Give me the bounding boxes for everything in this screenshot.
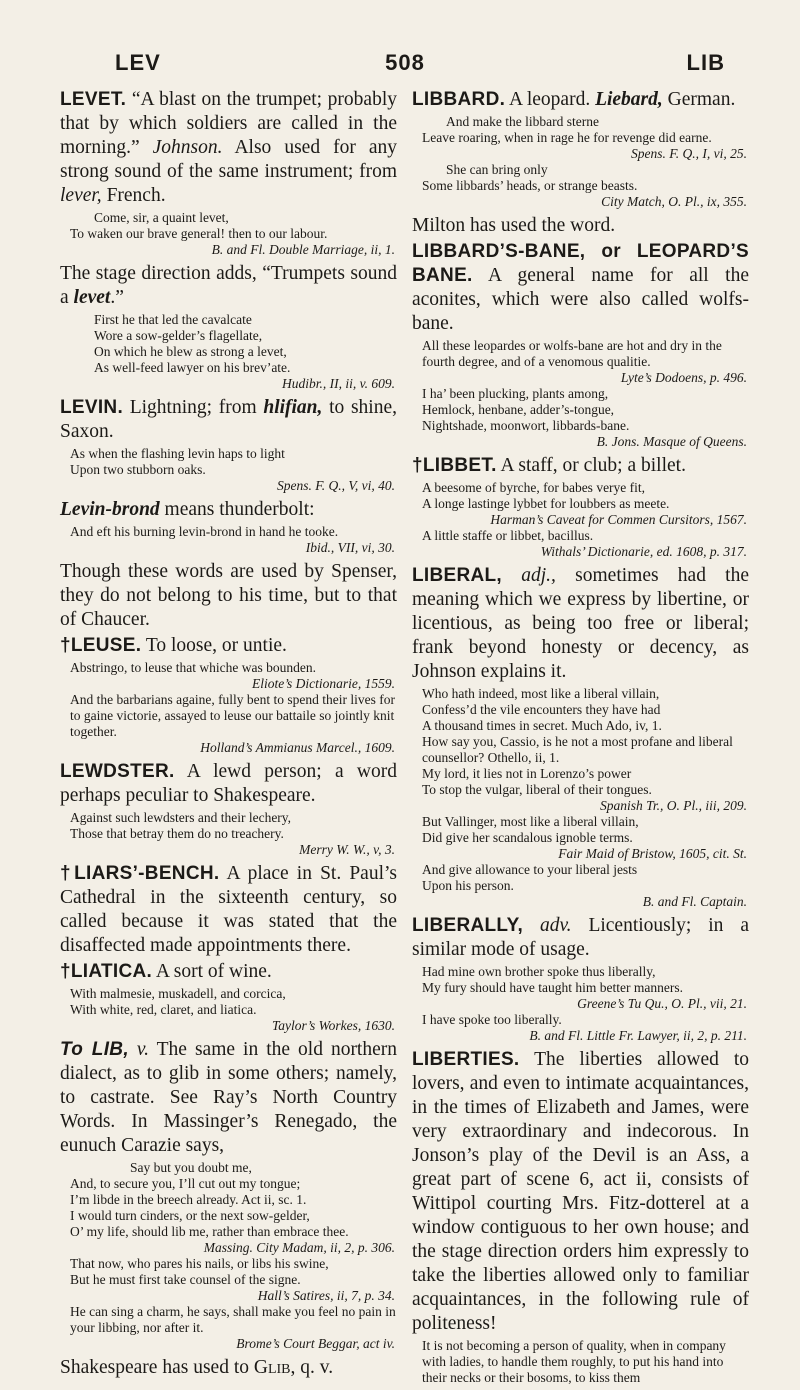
quote-line: And eft his burning levin-brond in hand he tooke.: [70, 524, 339, 539]
quote-line: My lord, it lies not in Lorenzo’s power: [422, 766, 632, 781]
headword: LEVIN.: [60, 397, 124, 418]
definition-text: A general name for all the aconites, which were also called wolfs-bane.: [412, 265, 749, 334]
definition-text: sometimes had the meaning which we express by libertine, or licentious, as being too free or liberal; frank beyond honesty or decency, as Johnson explains it.: [412, 565, 749, 682]
quotation: [422, 480, 749, 560]
cross-reference: Glib,: [253, 1357, 296, 1378]
quote-line: Wore a sow-gelder’s flagellate,: [94, 328, 263, 343]
definition-text: .”: [110, 287, 124, 308]
header-right-guide-word: LIB: [686, 50, 725, 75]
quote-line: I’m libde in the breech already. Act ii, sc. 1.: [70, 1192, 307, 1207]
entry-leuse: [60, 634, 397, 756]
quote-line: To waken our brave general! then to our labour.: [70, 226, 328, 241]
quote-line: And give allowance to your liberal jests: [422, 862, 638, 877]
quote-line: Nightshade, moonwort, libbards-bane.: [422, 418, 630, 433]
quotation: [70, 986, 397, 1034]
quote-line: With malmesie, muskadell, and corcica,: [70, 986, 286, 1001]
quote-source: Spanish Tr., O. Pl., iii, 209.: [599, 798, 747, 813]
etymon: Liebard,: [595, 89, 663, 110]
quote-source: Fair Maid of Bristow, 1605, cit. St.: [558, 846, 747, 861]
quote-line: I ha’ been plucking, plants among,: [422, 386, 609, 401]
entry-liatica: [60, 960, 397, 1034]
quote-line: And the barbarians againe, fully bent to spend their lives for to gaine victorie, assayed to leuse our battaile so jointly knit together.: [70, 692, 396, 739]
headword: LIBBARD’S-BANE, or LEOPARD’S BANE.: [412, 241, 749, 286]
definition-text: The liberties allowed to lovers, and even to intimate acquaintances, in the times of Elizabeth and James, were very extraordinary and indecorous. In Jonson’s play of the Devil is an Ass, a great part of scene 6, act ii, consists of Wittipol courting Mrs. Fitz-dotterel at a window contiguous to her own house; and the stage direction orders him expressly to take the liberties allowed only to familiar acquaintances, in the following rule of politeness!: [412, 1049, 749, 1334]
keyword: levet: [73, 287, 111, 308]
quote-line: He can sing a charm, he says, shall make you feel no pain in your libbing, nor after it.: [70, 1304, 396, 1335]
headword: LIBERTIES.: [412, 1049, 520, 1070]
quote-source: Holland’s Ammianus Marcel., 1609.: [200, 740, 395, 755]
quote-source: Spens. F. Q., V, vi, 40.: [277, 478, 395, 493]
quote-source: B. and Fl. Double Marriage, ii, 1.: [211, 242, 395, 257]
quote-line: That now, who pares his nails, or libs his swine,: [70, 1256, 329, 1271]
headword: LIBERALLY,: [412, 915, 524, 936]
quote-line: And, to secure you, I’ll cut out my tongue;: [70, 1176, 301, 1191]
quote-source: Brome’s Court Beggar, act iv.: [236, 1336, 395, 1351]
quote-source: City Match, O. Pl., ix, 355.: [601, 194, 747, 209]
quote-line: How say you, Cassio, is he not a most profane and liberal counsellor? Othello, ii, 1.: [422, 734, 733, 765]
quote-source: Greene’s Tu Qu., O. Pl., vii, 21.: [577, 996, 747, 1011]
quote-line: First he that led the cavalcate: [94, 312, 252, 327]
entry-liars-bench: [60, 862, 397, 958]
quote-line: Upon two stubborn oaks.: [70, 462, 206, 477]
quote-line: Against such lewdsters and their lechery,: [70, 810, 292, 825]
definition-text: The same in the old northern dialect, as to glib in some others; namely, to castrate. See Ray’s North Country Words. In Massinger’s Renegado, the eunuch Carazie says,: [60, 1039, 397, 1156]
entry-libbards-bane: [412, 240, 749, 450]
quote-line: As well-feed lawyer on his brev’ate.: [94, 360, 291, 375]
quote-line: Did give her scandalous ignoble terms.: [422, 830, 633, 845]
definition-text: means thunderbolt:: [159, 499, 315, 520]
definition-text: Milton has used the word.: [412, 215, 616, 236]
definition-text: to shine, Saxon.: [60, 397, 397, 442]
quote-line: Leave roaring, when in rage he for revenge did earne.: [422, 130, 712, 145]
quote-source: Withals’ Dictionarie, ed. 1608, p. 317.: [540, 544, 747, 559]
quote-line: Who hath indeed, most like a liberal villain,: [422, 686, 660, 701]
quotation: [422, 114, 749, 210]
part-of-speech: adj.,: [502, 565, 556, 586]
quote-source: B. Jons. Masque of Queens.: [596, 434, 747, 449]
quotation: [70, 312, 397, 392]
quote-line: Hemlock, henbane, adder’s-tongue,: [422, 402, 615, 417]
entry-libbard: [412, 88, 749, 238]
definition-text: A staff, or club; a billet.: [496, 455, 686, 476]
quote-line: Some libbards’ heads, or strange beasts.: [422, 178, 638, 193]
quote-line: As when the flashing levin haps to light: [70, 446, 285, 461]
etymon: hlifian,: [263, 397, 323, 418]
definition-text: German.: [662, 89, 736, 110]
quote-line: Say but you doubt me,: [130, 1160, 252, 1175]
definition-text: To loose, or untie.: [141, 635, 287, 656]
quote-source: B. and Fl. Little Fr. Lawyer, ii, 2, p. 211.: [529, 1028, 747, 1043]
definition-text: A sort of wine.: [152, 961, 272, 982]
definition-text: “A blast on the trumpet; probably that by which soldiers are called in the morning.”: [60, 89, 397, 158]
headword: LIBERAL,: [412, 565, 503, 586]
quote-line: A beesome of byrche, for babes verye fit,: [422, 480, 646, 495]
quote-line: With white, red, claret, and liatica.: [70, 1002, 257, 1017]
headword: †LIBBET.: [412, 455, 497, 476]
quotation: [422, 1338, 749, 1386]
definition-text: A place in St. Paul’s Cathedral in the sixteenth century, so called because it was stated that the disaffected made appointments there.: [60, 863, 397, 956]
quote-line: And make the libbard sterne: [446, 114, 599, 129]
quote-line: A thousand times in secret. Much Ado, iv, 1.: [422, 718, 662, 733]
quote-source: Hall’s Satires, ii, 7, p. 34.: [257, 1288, 395, 1303]
keyword: Levin-brond: [60, 499, 160, 520]
entry-levin: [60, 396, 397, 632]
quote-line: Come, sir, a quaint levet,: [94, 210, 229, 225]
definition-text: Also used for any strong sound of the same instrument; from: [60, 137, 398, 182]
running-header: [60, 50, 750, 80]
definition-text: The stage direction adds, “Trumpets sound a: [60, 263, 397, 308]
quote-line: To stop the vulgar, liberal of their tongues.: [422, 782, 652, 797]
headword: LIBBARD.: [412, 89, 506, 110]
definition-text: Though these words are used by Spenser, they do not belong to his time, but to that of Chaucer.: [60, 561, 397, 630]
definition-text: Licentiously; in a similar mode of usage.: [412, 915, 749, 960]
headword: LEWDSTER.: [60, 761, 175, 782]
entry-levet: [60, 88, 397, 392]
quotation: [422, 338, 749, 450]
headword: †LIARS’-BENCH.: [60, 863, 220, 884]
quote-line: My fury should have taught him better manners.: [422, 980, 683, 995]
quote-line: But he must first take counsel of the signe.: [70, 1272, 301, 1287]
quote-line: A little staffe or libbet, bacillus.: [422, 528, 594, 543]
quote-line: O’ my life, should lib me, rather than embrace thee.: [70, 1224, 349, 1239]
quote-source: B. and Fl. Captain.: [642, 894, 747, 909]
headword: To LIB,: [60, 1039, 129, 1060]
quotation: [422, 964, 749, 1044]
quote-source: Spens. F. Q., I, vi, 25.: [631, 146, 747, 161]
quote-line: But Vallinger, most like a liberal villain,: [422, 814, 639, 829]
quote-source: Taylor’s Workes, 1630.: [271, 1018, 395, 1033]
quote-source: Massing. City Madam, ii, 2, p. 306.: [203, 1240, 395, 1255]
quotation: [70, 446, 397, 494]
etymon: lever,: [60, 185, 102, 206]
definition-text: A lewd person; a word perhaps peculiar to Shakespeare.: [60, 761, 397, 806]
quote-source: Ibid., VII, vi, 30.: [305, 540, 395, 555]
part-of-speech: adv.: [523, 915, 572, 936]
quotation: [70, 660, 397, 756]
definition-text: Shakespeare has used to: [60, 1357, 254, 1378]
quote-line: She can bring only: [446, 162, 548, 177]
quote-line: It is not becoming a person of quality, when in company with ladies, to handle them roughly, to put his hand into their necks or their bosoms, to kiss them: [422, 1338, 726, 1385]
quote-source: Lyte’s Dodoens, p. 496.: [620, 370, 747, 385]
quotation: [70, 1160, 397, 1352]
definition-text: Lightning; from: [123, 397, 264, 418]
right-column: [412, 88, 749, 1390]
quote-line: All these leopardes or wolfs-bane are hot and dry in the fourth degree, and of a venomous qualitie.: [422, 338, 722, 369]
quote-line: I have spoke too liberally.: [422, 1012, 562, 1027]
quote-source: Eliote’s Dictionarie, 1559.: [252, 676, 395, 691]
quotation: [70, 810, 397, 858]
quote-source: Hudibr., II, ii, v. 609.: [282, 376, 395, 391]
definition-text: French.: [101, 185, 166, 206]
quotation: [70, 210, 397, 258]
authority: Johnson.: [152, 137, 223, 158]
entry-liberties: [412, 1048, 749, 1386]
entry-liberal: [412, 564, 749, 910]
quotation: [422, 686, 749, 910]
headword: †LIATICA.: [60, 961, 153, 982]
quote-line: Confess’d the vile encounters they have had: [422, 702, 661, 717]
quote-line: Those that betray them do no treachery.: [70, 826, 284, 841]
quote-line: Upon his person.: [422, 878, 514, 893]
headword: LEVET.: [60, 89, 127, 110]
definition-text: A leopard.: [505, 89, 596, 110]
quote-line: A longe lastinge lybbet for loubbers as meete.: [422, 496, 670, 511]
quote-line: Abstringo, to leuse that whiche was bounden.: [70, 660, 316, 675]
definition-text: q. v.: [295, 1357, 334, 1378]
entry-libbet: [412, 454, 749, 560]
quote-source: Merry W. W., v, 3.: [299, 842, 395, 857]
entry-lib: [60, 1038, 397, 1380]
entry-lewdster: [60, 760, 397, 858]
quote-line: On which he blew as strong a levet,: [94, 344, 287, 359]
entry-liberally: [412, 914, 749, 1044]
part-of-speech: v.: [128, 1039, 149, 1060]
quote-line: Had mine own brother spoke thus liberally,: [422, 964, 656, 979]
quote-source: Harman’s Caveat for Commen Cursitors, 1567.: [490, 512, 747, 527]
headword: †LEUSE.: [60, 635, 142, 656]
header-left-guide-word: LEV: [115, 50, 161, 75]
left-column: [60, 88, 397, 1382]
quotation: [70, 524, 397, 556]
page-number: 508: [385, 50, 425, 75]
quote-line: I would turn cinders, or the next sow-gelder,: [70, 1208, 310, 1223]
